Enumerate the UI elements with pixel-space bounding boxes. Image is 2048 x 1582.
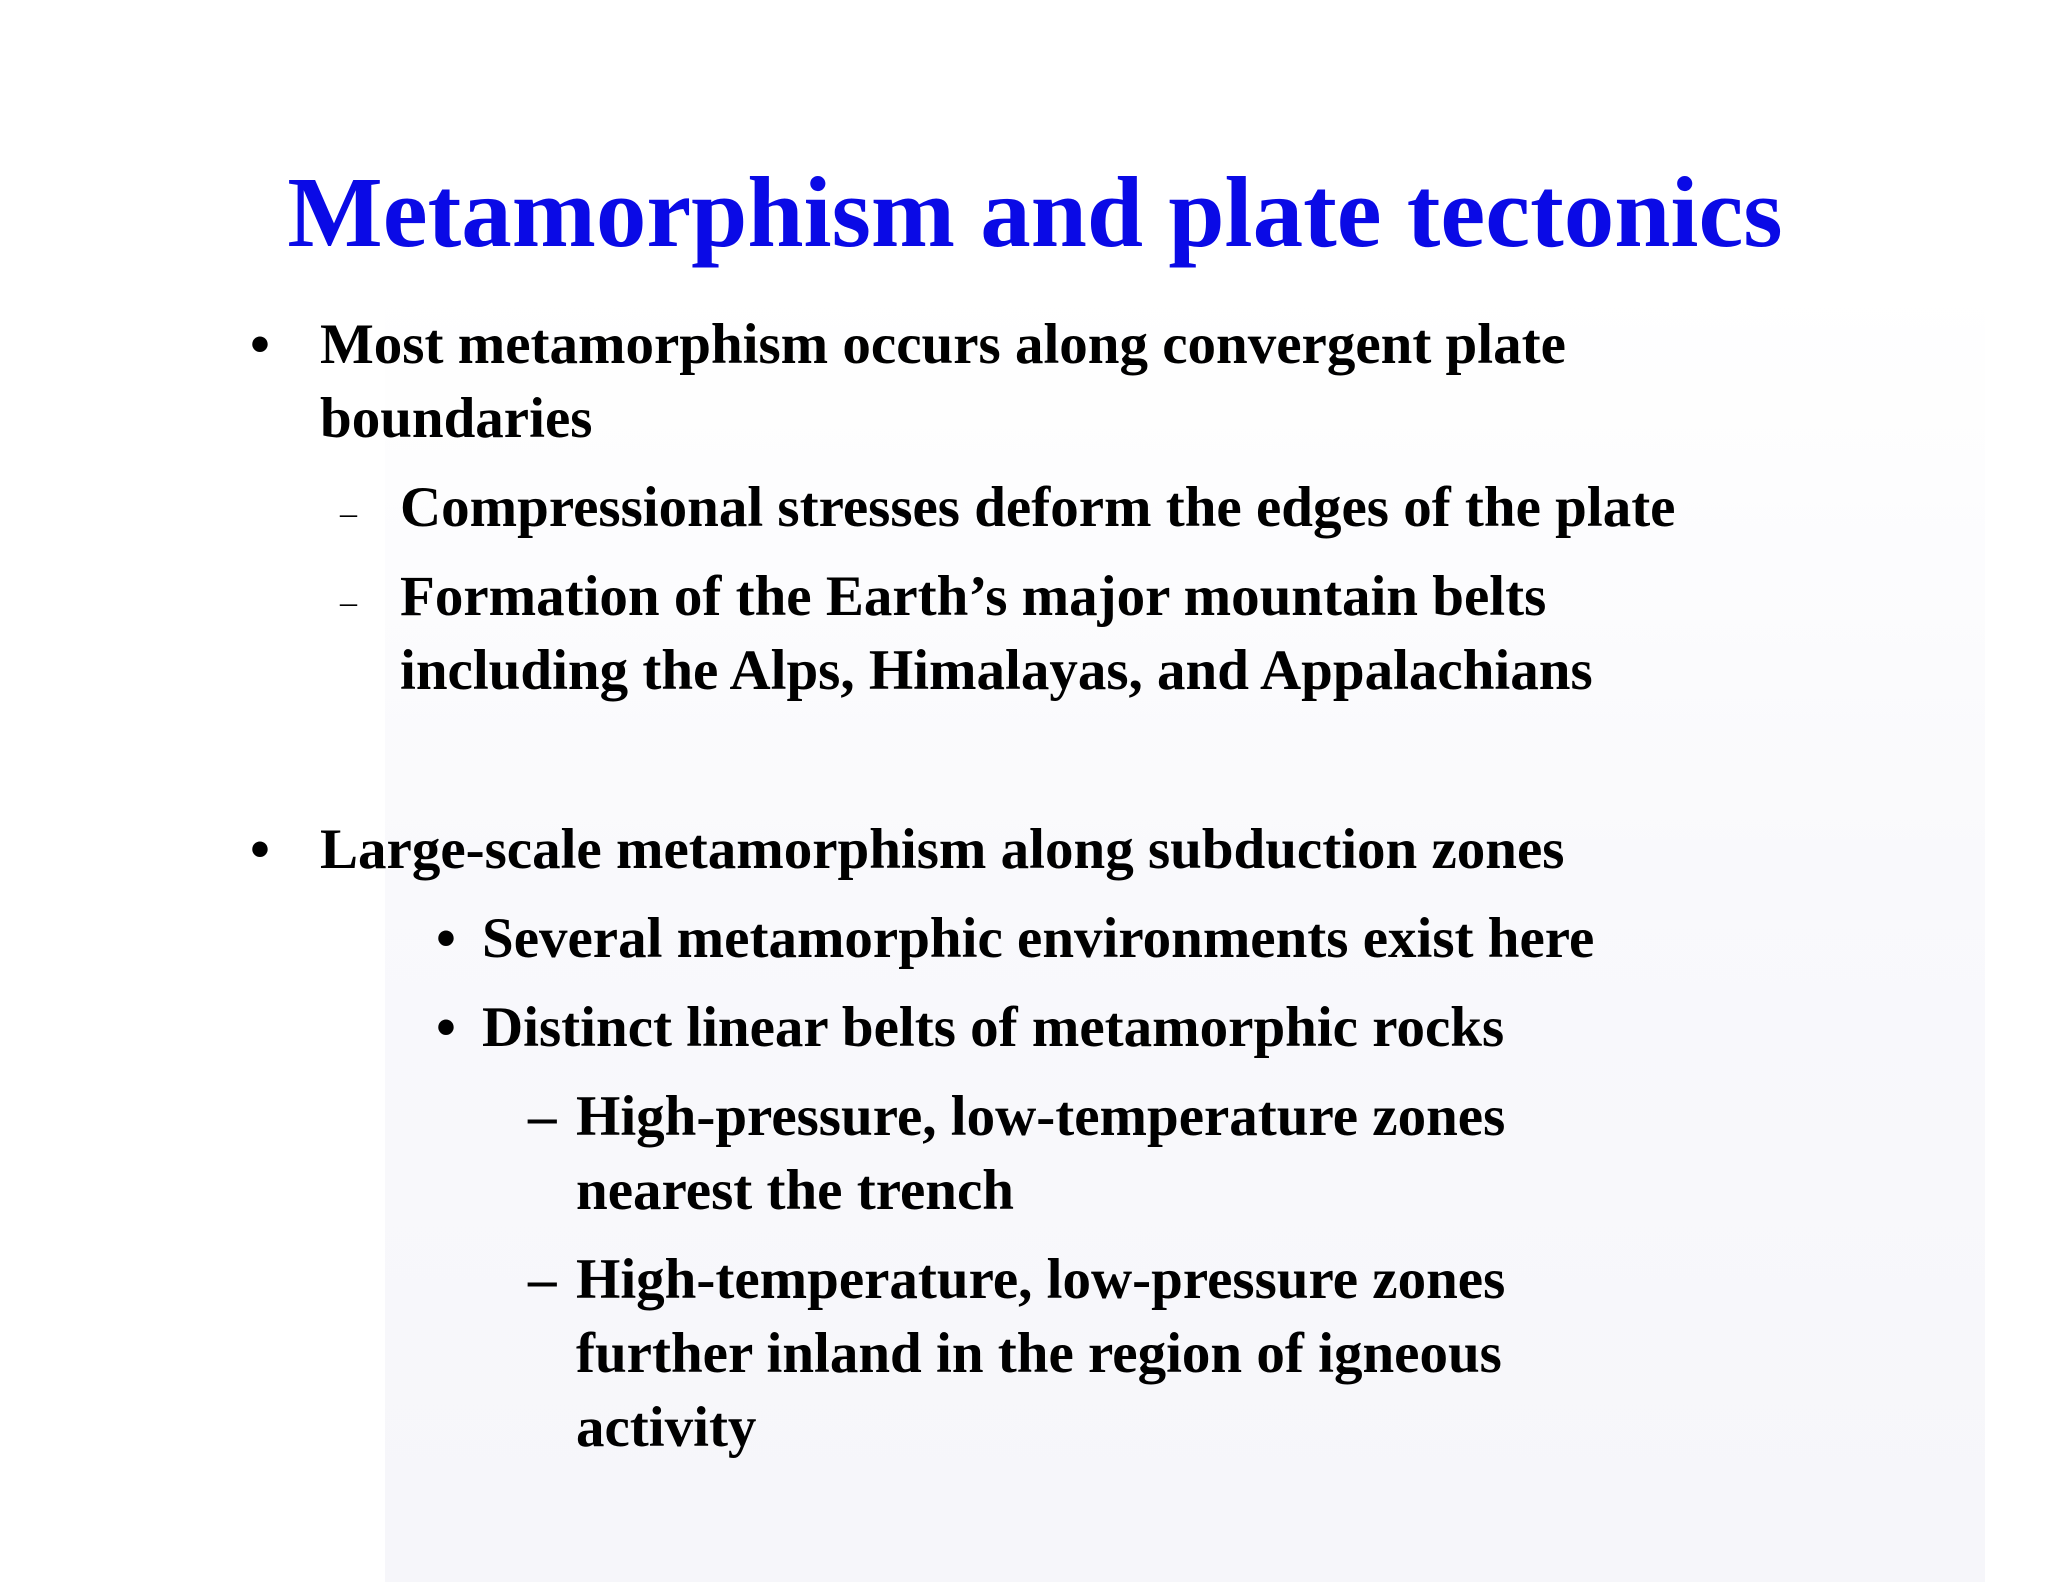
bullet-1-subitem-2-line-1: Formation of the Earth’s major mountain belts [400, 565, 1547, 628]
bullet-marker: • [436, 907, 456, 970]
bullet-1-line-2: boundaries [320, 387, 593, 450]
bullet-2-subitem-1-line-1: Several metamorphic environments exist here [482, 907, 1595, 970]
bullet-2-subitem-2-subitem-2-line-1: High-temperature, low-pressure zones [576, 1248, 1506, 1311]
bullet-marker: • [250, 313, 270, 376]
bullet-1-subitem-1-line-1: Compressional stresses deform the edges of the plate [400, 476, 1676, 539]
dash-marker: – [340, 584, 357, 621]
bullet-1-line-1: Most metamorphism occurs along convergent plate [320, 313, 1566, 376]
bullet-marker: • [436, 996, 456, 1059]
bullet-marker: • [250, 818, 270, 881]
bullet-2-subitem-2-subitem-2-line-2: further inland in the region of igneous [576, 1322, 1502, 1385]
bullet-2-subitem-2-line-1: Distinct linear belts of metamorphic rocks [482, 996, 1505, 1059]
dash-marker: – [340, 495, 357, 532]
slide-title: Metamorphism and plate tectonics [287, 156, 1783, 268]
dash-marker: – [528, 1248, 557, 1311]
bullet-2-subitem-2-subitem-1-line-1: High-pressure, low-temperature zones [576, 1085, 1506, 1148]
bullet-2-line-1: Large-scale metamorphism along subduction zones [320, 818, 1565, 881]
dash-marker: – [528, 1085, 557, 1148]
bullet-2-subitem-2-subitem-2-line-3: activity [576, 1396, 757, 1459]
bullet-2-subitem-2-subitem-1-line-2: nearest the trench [576, 1159, 1014, 1222]
bullet-1-subitem-2-line-2: including the Alps, Himalayas, and Appalachians [400, 639, 1593, 702]
